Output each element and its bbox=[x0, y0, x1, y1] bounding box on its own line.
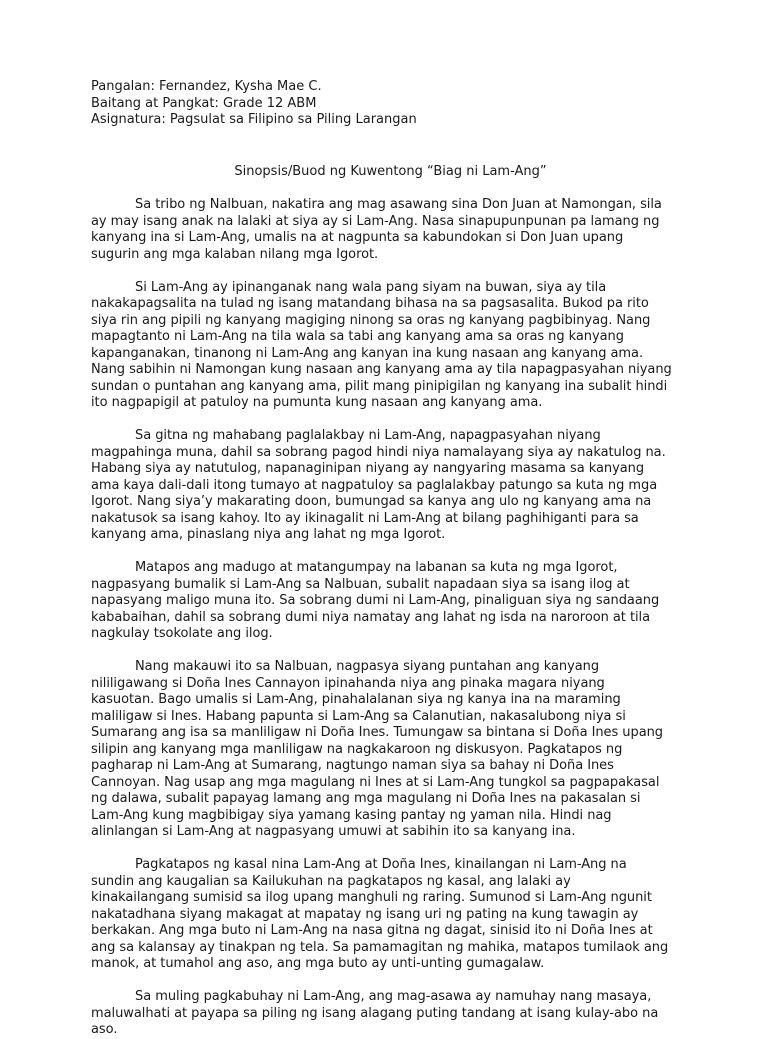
paragraph-3: Sa gitna ng mahabang paglalakbay ni Lam-Ang, napagpasyahan niyang magpahinga muna, dahil sa sobrang pagod hindi niya namalayang siya ay nakatulog na. Habang siya ay natutulog, napanaginipan niyang ay nangyaring masama sa kanyang ama kaya dali-dali itong tumayo at nagpatuloy sa paglalakbay patungo sa kuta ng mga Igorot. Nang siya’y makarating doon, bumungad sa kanya ang ulo ng kanyang ama na nakatusok sa isang kahoy. Ito ay ikinagalit ni Lam-Ang at bilang paghihiganti para sa kanyang ama, pinaslang niya ang lahat ng mga Igorot. bbox=[91, 428, 666, 542]
paragraph-2: Si Lam-Ang ay ipinanganak nang wala pang siyam na buwan, siya ay tila nakakapagsalita na tulad ng isang matandang bihasa na sa pagsasalita. Bukod pa rito siya rin ang pipili ng kanyang magiging ninong sa oras ng kanyang pagbibinyag. Nang mapagtanto ni Lam-Ang na tila wala sa tabi ang kanyang ama sa oras ng kanyang kapanganakan, tinanong ni Lam-Ang ang kanyan ina kung nasaan ang kanyang ama. Nang sabihin ni Namongan kung nasaan ang kanyang ama ay tila napagpasyahan niyang sundan o puntahan ang kanyang ama, pilit mang pinipigilan ng kanyang ina subalit hindi ito nagpapigil at patuloy na pumunta kung nasaan ang kanyang ama. bbox=[91, 279, 672, 410]
document-title: Sinopsis/Buod ng Kuwentong “Biag ni Lam-Ang” bbox=[234, 163, 547, 179]
grade-section: Baitang at Pangkat: Grade 12 ABM bbox=[91, 95, 317, 111]
paragraph-1: Sa tribo ng Nalbuan, nakatira ang mag asawang sina Don Juan at Namongan, sila ay may isang anak na lalaki at siya ay si Lam-Ang. Nasa sinapupunpunan pa lamang ng kanyang ina si Lam-Ang, umalis na at nagpunta sa kabundokan si Don Juan upang sugurin ang mga kalaban nilang mga Igorot. bbox=[91, 197, 662, 262]
paragraph-5: Nang makauwi ito sa Nalbuan, nagpasya siyang puntahan ang kanyang nililigawang si Doña Ines Cannayon ipinahanda niya ang pinaka magara niyang kasuotan. Bago umalis si Lam-Ang, pinahalalanan siya ng kanya ina na maraming maliligaw si Ines. Habang papunta si Lam-Ang sa Calanutian, nakasalubong niya si Sumarang ang isa sa manliligaw ni Doña Ines. Tumungaw sa bintana si Doña Ines upang silipin ang kanyang mga manliligaw na nagkakaroon ng diskusyon. Pagkatapos ng pagharap ni Lam-Ang at Sumarang, nagtungo naman siya sa bahay ni Doña Ines Cannoyan. Nag usap ang mga magulang ni Ines at si Lam-Ang tungkol sa pagpapakasal ng dalawa, subalit papayag lamang ang mga magulang ni Doña Ines na pakasalan si Lam-Ang kung magbibigay siya yamang kasing pantay ng yaman nila. Hindi nag alinlangan si Lam-Ang at nagpasyang umuwi at sabihin ito sa kanyang ina. bbox=[91, 659, 663, 839]
student-name: Pangalan: Fernandez, Kysha Mae C. bbox=[91, 79, 322, 94]
subject: Asignatura: Pagsulat sa Filipino sa Piling Larangan bbox=[91, 112, 417, 127]
paragraph-4: Matapos ang madugo at matangumpay na labanan sa kuta ng mga Igorot, nagpasyang bumalik si Lam-Ang sa Nalbuan, subalit napadaan siya sa isang ilog at napasyang maligo muna ito. Sa sobrang dumi ni Lam-Ang, pinaliguan siya ng sandaang kababaihan, dahil sa sobrang dumi niya namatay ang lahat ng isda na naroroon at tila nagkulay tsokolate ang ilog. bbox=[91, 560, 660, 641]
paragraph-6: Pagkatapos ng kasal nina Lam-Ang at Doña Ines, kinailangan ni Lam-Ang na sundin ang kaugalian sa Kailukuhan na pagkatapos ng kasal, ang lalaki ay kinakailangang sumisid sa ilog upang manghuli ng raring. Sumunod si Lam-Ang ngunit nakatadhana siyang makagat at mapatay ng isang uri ng pating na kung tawagin ay berkakan. Ang mga buto ni Lam-Ang na nasa gitna ng dagat, sinisid ito ni Doña Ines at ang sa kalansay ay tinakpan ng tela. Sa pamamagitan ng mahika, matapos tumilaok ang manok, at tumahol ang aso, ang mga buto ay unti-unting gumagalaw. bbox=[91, 857, 669, 971]
paragraph-7: Sa muling pagkabuhay ni Lam-Ang, ang mag-asawa ay namuhay nang masaya, maluwalhati at payapa sa piling ng isang alagang puting tandang at isang kulay-abo na aso. bbox=[91, 989, 659, 1037]
